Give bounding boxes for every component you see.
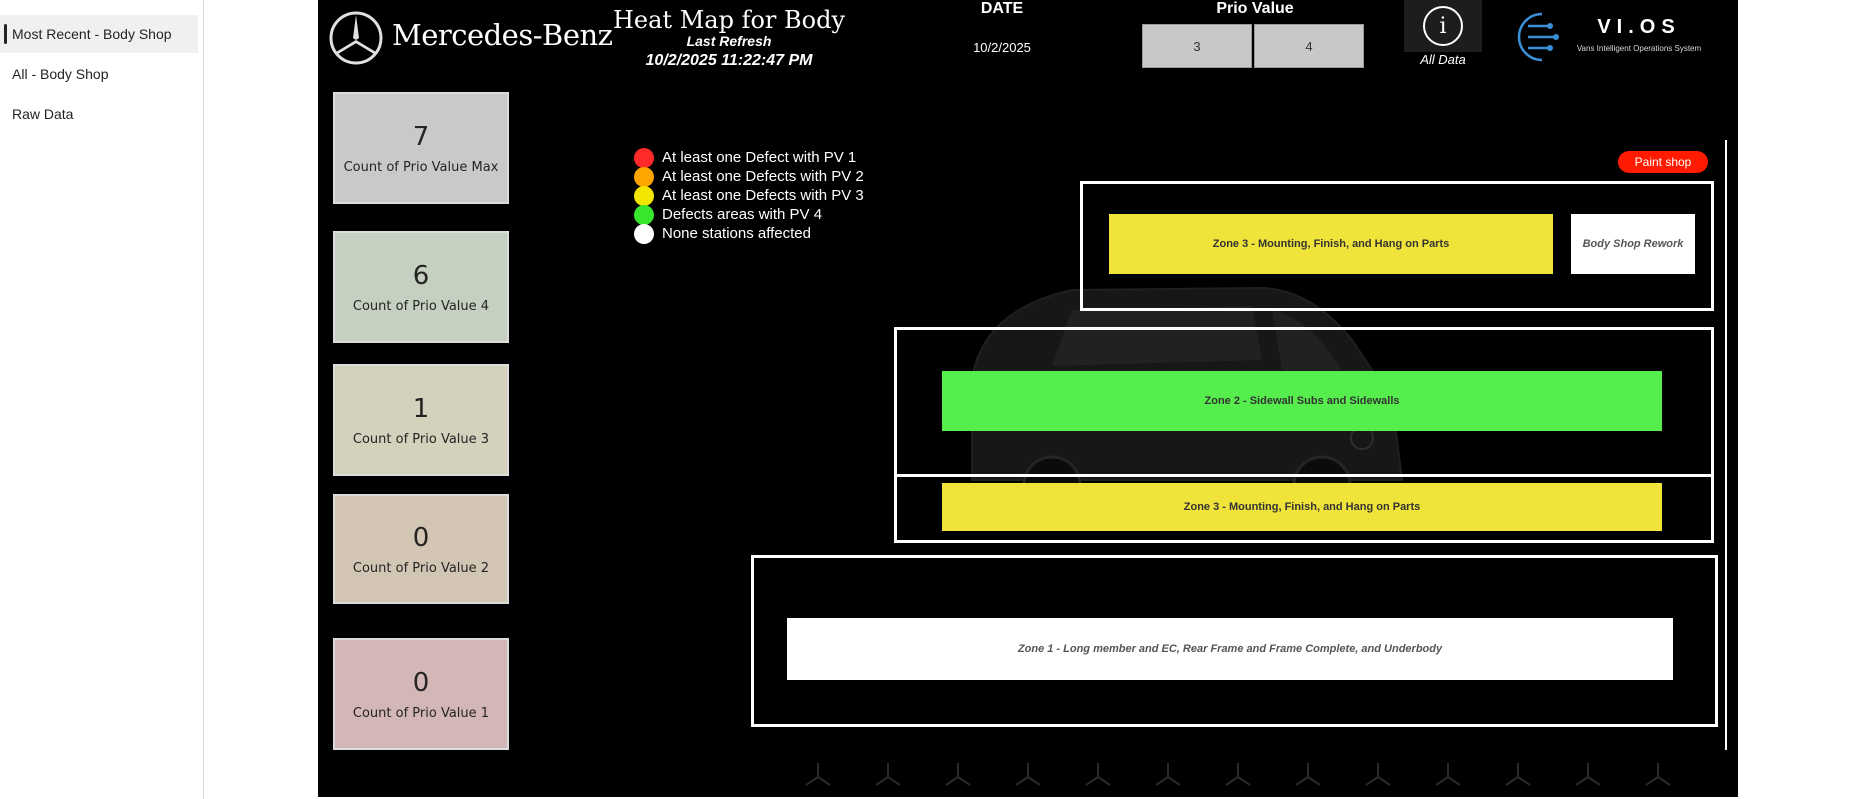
kpi-label: Count of Prio Value 4 [352,298,490,314]
info-button[interactable] [1404,0,1482,52]
report-page-sidebar [0,0,204,799]
legend-item [634,167,864,186]
legend-item [634,205,864,224]
zone1-area[interactable] [787,618,1673,680]
sidebar-item-all-body-shop[interactable] [0,55,198,93]
color-legend [634,148,864,243]
kpi-label: Count of Prio Value Max [343,159,499,175]
sidebar-item-label: Most Recent - Body Shop [12,26,172,42]
kpi-value: 0 [412,667,430,698]
zone-label: Zone 2 - Sidewall Subs and Sidewalls [1204,395,1400,407]
date-slicer-value[interactable]: 10/2/2025 [973,40,1031,55]
legend-swatch [634,167,654,187]
prio-value-option-3[interactable] [1142,24,1252,68]
legend-swatch [634,224,654,244]
report-canvas [318,0,1738,797]
legend-item [634,224,864,243]
zone-label: Body Shop Rework [1582,238,1684,250]
legend-label: None stations affected [662,225,811,242]
zone-label: Zone 3 - Mounting, Finish, and Hang on Parts [1183,501,1421,513]
kpi-card-prio-1 [333,638,509,750]
legend-swatch [634,148,654,168]
info-icon: i [1423,6,1463,46]
prio-value-label: Prio Value [1216,0,1294,17]
prio-option-label: 3 [1193,38,1201,54]
legend-swatch [634,205,654,225]
sidebar-item-raw-data[interactable] [0,95,198,133]
legend-item [634,186,864,205]
legend-label: At least one Defects with PV 2 [662,168,864,185]
prio-value-option-4[interactable] [1254,24,1364,68]
zone-label: Zone 3 - Mounting, Finish, and Hang on Parts [1212,238,1450,250]
sidebar-item-label: Raw Data [12,106,74,122]
legend-item [634,148,864,167]
kpi-label: Count of Prio Value 2 [352,560,490,576]
divider-line [1725,140,1727,750]
legend-label: Defects areas with PV 4 [662,206,823,223]
vios-subtitle: Vans Intelligent Operations System [1576,44,1702,53]
zone2-area[interactable] [942,371,1662,431]
page-title: Heat Map for Body [612,6,846,34]
kpi-value: 1 [412,393,430,424]
kpi-value: 0 [412,522,430,553]
sidebar-item-most-recent-body-shop[interactable] [0,15,198,53]
kpi-card-prio-2 [333,494,509,604]
prio-option-label: 4 [1305,38,1313,54]
kpi-card-prio-max [333,92,509,204]
kpi-value: 7 [412,121,430,152]
star-pattern-decoration [318,737,1738,797]
paint-shop-label: Paint shop [1634,155,1692,169]
vios-circuit-logo-icon [1514,8,1560,66]
zone-label: Zone 1 - Long member and EC, Rear Frame and Frame Complete, and Underbody [1017,643,1443,655]
legend-swatch [634,186,654,206]
zone3-bottom-area[interactable] [942,483,1662,531]
kpi-label: Count of Prio Value 3 [352,431,490,447]
all-data-label[interactable]: All Data [1420,52,1466,67]
vios-name: VI.OS [1597,16,1681,38]
zone3-top-area[interactable] [1109,214,1553,274]
paint-shop-button[interactable] [1618,151,1708,173]
body-shop-rework-area[interactable] [1571,214,1695,274]
legend-label: At least one Defect with PV 1 [662,149,857,166]
last-refresh-label: Last Refresh [686,33,772,49]
kpi-label: Count of Prio Value 1 [352,705,490,721]
sidebar-item-label: All - Body Shop [12,66,109,82]
kpi-value: 6 [412,260,430,291]
last-refresh-value: 10/2/2025 11:22:47 PM [645,52,813,69]
kpi-card-prio-3 [333,364,509,476]
mercedes-star-logo-icon [328,10,384,66]
brand-name: Mercedes-Benz [392,18,613,52]
date-label: DATE [980,0,1024,17]
kpi-card-prio-4 [333,231,509,343]
legend-label: At least one Defects with PV 3 [662,187,864,204]
